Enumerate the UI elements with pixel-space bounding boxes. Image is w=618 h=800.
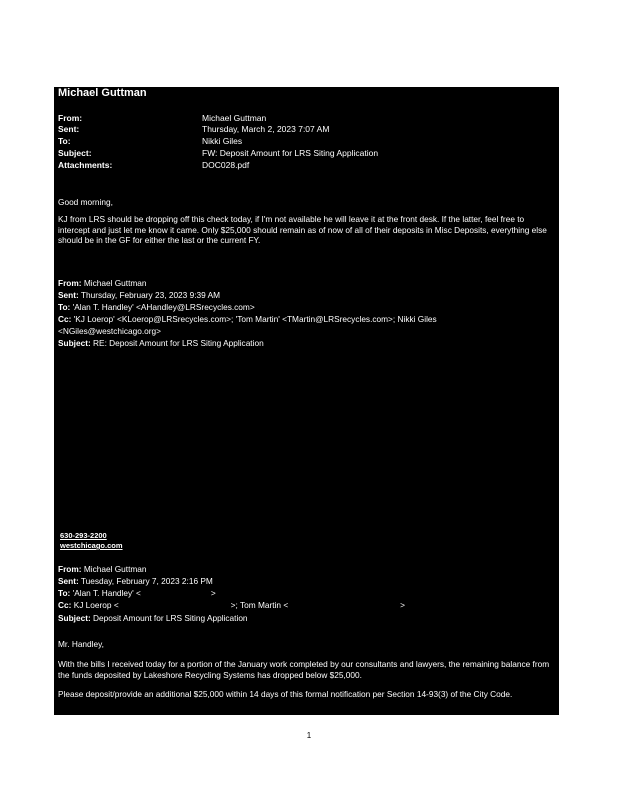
message-paragraph: KJ from LRS should be dropping off this check today, if I'm not available he will leave it at the front desk. If the latter, feel free to intercept and just let me know it came. Only $25,000 should remain as of now of all of their deposits in Misc Deposits, everything else should be in the GF for either the last or the current FY.	[58, 214, 547, 245]
to-value: Nikki Giles	[202, 136, 243, 146]
from-value: Michael Guttman	[202, 113, 267, 123]
attachments-label: Attachments:	[58, 160, 113, 170]
fw2-to: To: 'Alan T. Handley' < >	[58, 588, 216, 598]
page-number: 1	[306, 731, 312, 740]
fw1-to: To: 'Alan T. Handley' <AHandley@LRSrecycles.com>	[58, 302, 255, 312]
fw2-from: From: Michael Guttman	[58, 564, 147, 574]
subject-value: FW: Deposit Amount for LRS Siting Application	[202, 148, 379, 158]
sent-label: Sent:	[58, 124, 80, 134]
subject-label: Subject:	[58, 148, 92, 158]
fw1-cc: Cc: 'KJ Loerop' <KLoerop@LRSrecycles.com>; 'Tom Martin' <TMartin@LRSrecycles.com>; Nikki Giles	[58, 314, 437, 324]
fw1-sent: Sent: Thursday, February 23, 2023 9:39 AM	[58, 290, 221, 300]
signature-phone[interactable]: 630-293-2200	[60, 531, 107, 540]
fw1-subject: Subject: RE: Deposit Amount for LRS Siting Application	[58, 338, 264, 348]
from-label: From:	[58, 113, 83, 123]
fw2-cc: Cc: KJ Loerop < >; Tom Martin < >	[58, 600, 406, 610]
email-printout	[54, 87, 559, 715]
to-label: To:	[58, 136, 71, 146]
sent-value: Thursday, March 2, 2023 7:07 AM	[202, 124, 330, 134]
fw2-sent: Sent: Tuesday, February 7, 2023 2:16 PM	[58, 576, 213, 586]
attachment-file[interactable]: DOC028.pdf	[202, 160, 250, 170]
signature-website[interactable]: westchicago.com	[60, 541, 123, 550]
fw2-paragraph-2: Please deposit/provide an additional $25,000 within 14 days of this formal notification per Section 14-93(3) of the City Code.	[58, 689, 513, 699]
fw2-paragraph-1: With the bills I received today for a portion of the January work completed by our consultants and lawyers, the remaining balance from the funds deposited by Lakeshore Recycling Systems has dropped below $25,000.	[58, 659, 550, 680]
fw2-salutation: Mr. Handley,	[58, 639, 104, 649]
fw2-subject: Subject: Deposit Amount for LRS Siting Application	[58, 613, 248, 623]
greeting: Good morning,	[58, 197, 113, 207]
fw1-from: From: Michael Guttman	[58, 278, 147, 288]
fw1-cc-continued: <NGiles@westchicago.org>	[58, 326, 161, 336]
sender-name: Michael Guttman	[58, 87, 147, 99]
